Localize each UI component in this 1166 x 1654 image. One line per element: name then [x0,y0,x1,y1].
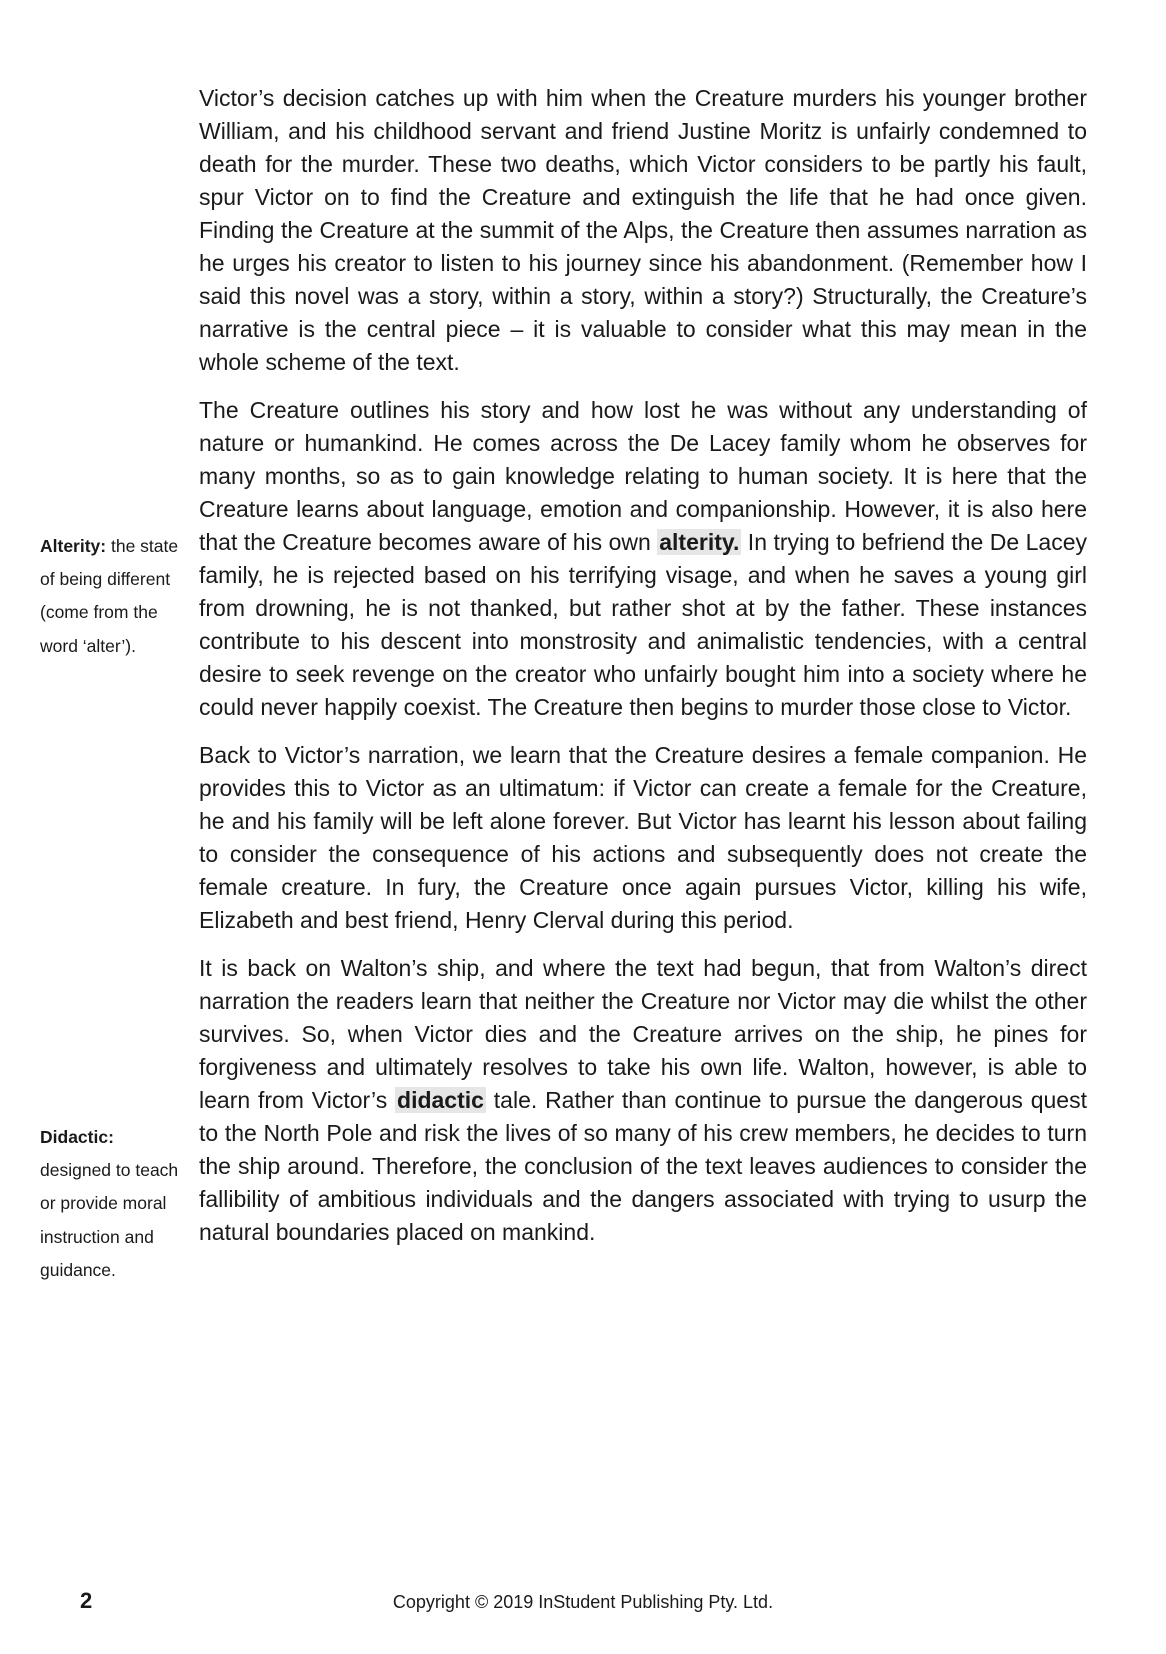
glossary-note-alterity [40,530,180,663]
paragraph-2-text-a: The Creature outlines his story and how lost he was without any understanding of nature or humankind. He comes across the De Lacey family whom he observes for many months, so as to gain knowledge relating to human society. It is here that the Creature learns about language, emotion and companionship. However, it is also here that the Creature becomes aware of his own [199,397,1087,555]
main-text-column [199,82,1087,1264]
keyword-didactic: didactic [397,1087,484,1113]
paragraph-4 [199,952,1087,1249]
paragraph-4-text-b: tale. Rather than continue to pursue the dangerous quest to the North Pole and risk the lives of so many of his crew members, he decides to turn the ship around. Therefore, the conclusion of the text leaves audiences to consider the fallibility of ambitious individuals and the dangers associated with trying to usurp the natural boundaries placed on mankind. [199,1087,1087,1245]
glossary-term: Didactic: [40,1127,114,1147]
glossary-definition: designed to teach or provide moral instruction and guidance. [40,1160,179,1280]
glossary-definition: the state of being different (come from the word ‘alter’). [40,536,179,656]
page-number: 2 [80,1588,93,1613]
paragraph-4-text-a: It is back on Walton’s ship, and where the text had begun, that from Walton’s direct narration the readers learn that neither the Creature nor Victor may die whilst the other survives. So, when Victor dies and the Creature arrives on the ship, he pines for forgiveness and ultimately resolves to take his own life. Walton, however, is able to learn from Victor’s [199,955,1087,1113]
paragraph-1: Victor’s decision catches up with him when the Creature murders his younger brother William, and his childhood servant and friend Justine Moritz is unfairly condemned to death for the murder. These two deaths, which Victor considers to be partly his fault, spur Victor on to find the Creature and extinguish the life that he had once given. Finding the Creature at the summit of the Alps, the Creature then assumes narration as he urges his creator to listen to his journey since his abandonment. (Remember how I said this novel was a story, within a story, within a story?) Structurally, the Creature’s narrative is the central piece – it is valuable to consider what this may mean in the whole scheme of the text. [199,85,1087,375]
copyright-footer: Copyright © 2019 InStudent Publishing Pty. Ltd. [392,1592,774,1612]
paragraph-2 [199,394,1087,724]
paragraph-3: Back to Victor’s narration, we learn that the Creature desires a female companion. He provides this to Victor as an ultimatum: if Victor can create a female for the Creature, he and his family will be left alone forever. But Victor has learnt his lesson about failing to consider the consequence of his actions and subsequently does not create the female creature. In fury, the Creature once again pursues Victor, killing his wife, Elizabeth and best friend, Henry Clerval during this period. [199,742,1087,933]
glossary-term: Alterity: [40,536,107,556]
glossary-note-didactic [40,1121,180,1287]
paragraph-2-text-b: In trying to befriend the De Lacey family, he is rejected based on his terrifying visage, and when he saves a young girl from drowning, he is not thanked, but rather shot at by the father. These instances contribute to his descent into monstrosity and animalistic tendencies, with a central desire to seek revenge on the creator who unfairly bought him into a society where he could never happily coexist. The Creature then begins to murder those close to Victor. [199,529,1088,720]
keyword-alterity: alterity. [659,529,740,555]
